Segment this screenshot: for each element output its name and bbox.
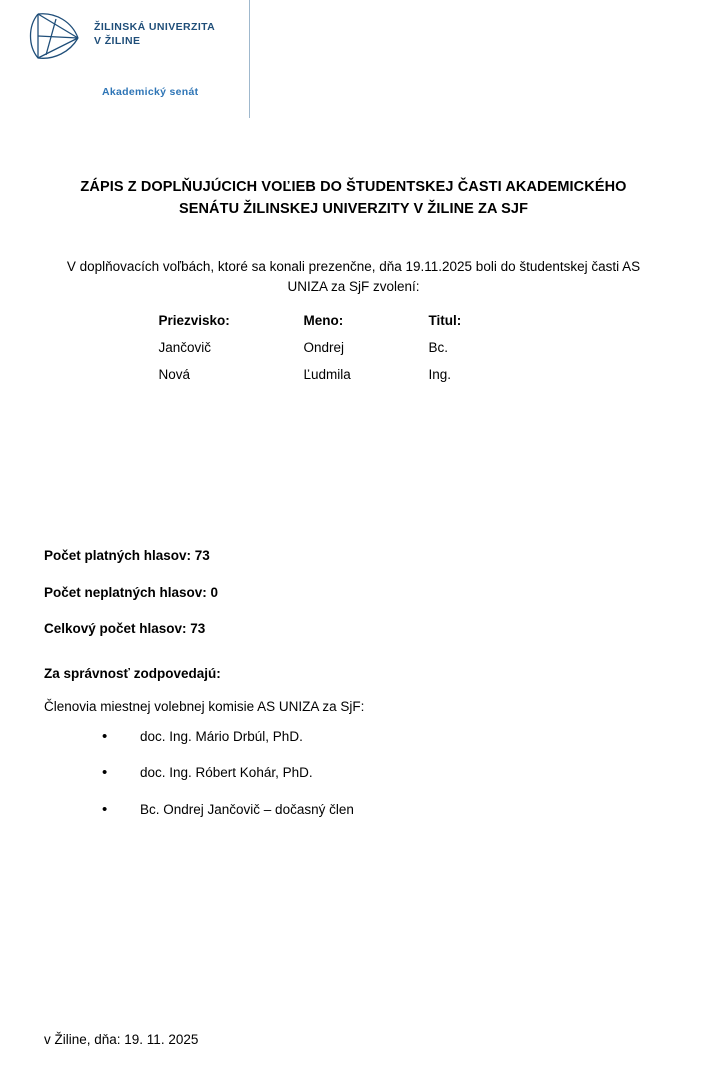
university-crest-icon <box>24 8 84 64</box>
column-header-firstname: Meno: <box>303 313 344 329</box>
list-item-label: Bc. Ondrej Jančovič – dočasný člen <box>140 801 354 817</box>
bullet-icon: • <box>102 727 108 745</box>
list-item-label: doc. Ing. Róbert Kohár, PhD. <box>140 765 313 781</box>
university-logo <box>24 8 215 64</box>
table-row: Jančovič <box>158 340 212 355</box>
invalid-votes-count: Počet neplatných hlasov: 0 <box>44 584 219 600</box>
intro-paragraph: V doplňovacích voľbách, ktoré sa konali prezenčne, dňa 19.11.2025 boli do študentskej časti AS UNIZA za SjF zvolení: <box>66 258 641 295</box>
list-item <box>102 764 663 782</box>
total-votes-count: Celkový počet hlasov: 73 <box>44 621 206 637</box>
table-row: Nová <box>158 366 191 382</box>
table-row: Ľudmila <box>303 366 351 382</box>
department-label: Akademický senát <box>102 86 199 98</box>
list-item <box>102 800 663 819</box>
table-row: Ondrej <box>303 340 345 355</box>
valid-votes-count: Počet platných hlasov: 73 <box>44 548 210 564</box>
bullet-icon: • <box>102 764 108 782</box>
responsibility-heading: Za správnosť zodpovedajú: <box>44 665 221 681</box>
commission-members-list <box>44 728 663 819</box>
table-row: Bc. <box>428 340 449 355</box>
place-and-date: v Žiline, dňa: 19. 11. 2025 <box>44 1032 199 1047</box>
university-name-line1: ŽILINSKÁ UNIVERZITA <box>94 21 216 33</box>
university-name <box>94 20 215 48</box>
vote-counts <box>44 549 663 636</box>
column-header-title: Titul: <box>428 313 462 329</box>
list-item-label: doc. Ing. Mário Drbúl, PhD. <box>140 728 303 744</box>
list-item <box>102 727 663 746</box>
letterhead <box>44 0 663 120</box>
letterhead-divider <box>249 0 250 118</box>
page-title: ZÁPIS Z DOPLŇUJÚCICH VOĽIEB DO ŠTUDENTSKEJ ČASTI AKADEMICKÉHO SENÁTU ŽILINSKEJ UNIVERZITY V ŽILINE ZA SJF <box>80 179 627 218</box>
bullet-icon: • <box>102 800 108 818</box>
university-name-line2: V ŽILINE <box>94 35 141 48</box>
commission-subtitle: Členovia miestnej volebnej komisie AS UNIZA za SjF: <box>44 698 365 714</box>
table-row: Ing. <box>428 366 452 382</box>
elected-table <box>44 311 663 384</box>
column-header-surname: Priezvisko: <box>158 313 230 329</box>
